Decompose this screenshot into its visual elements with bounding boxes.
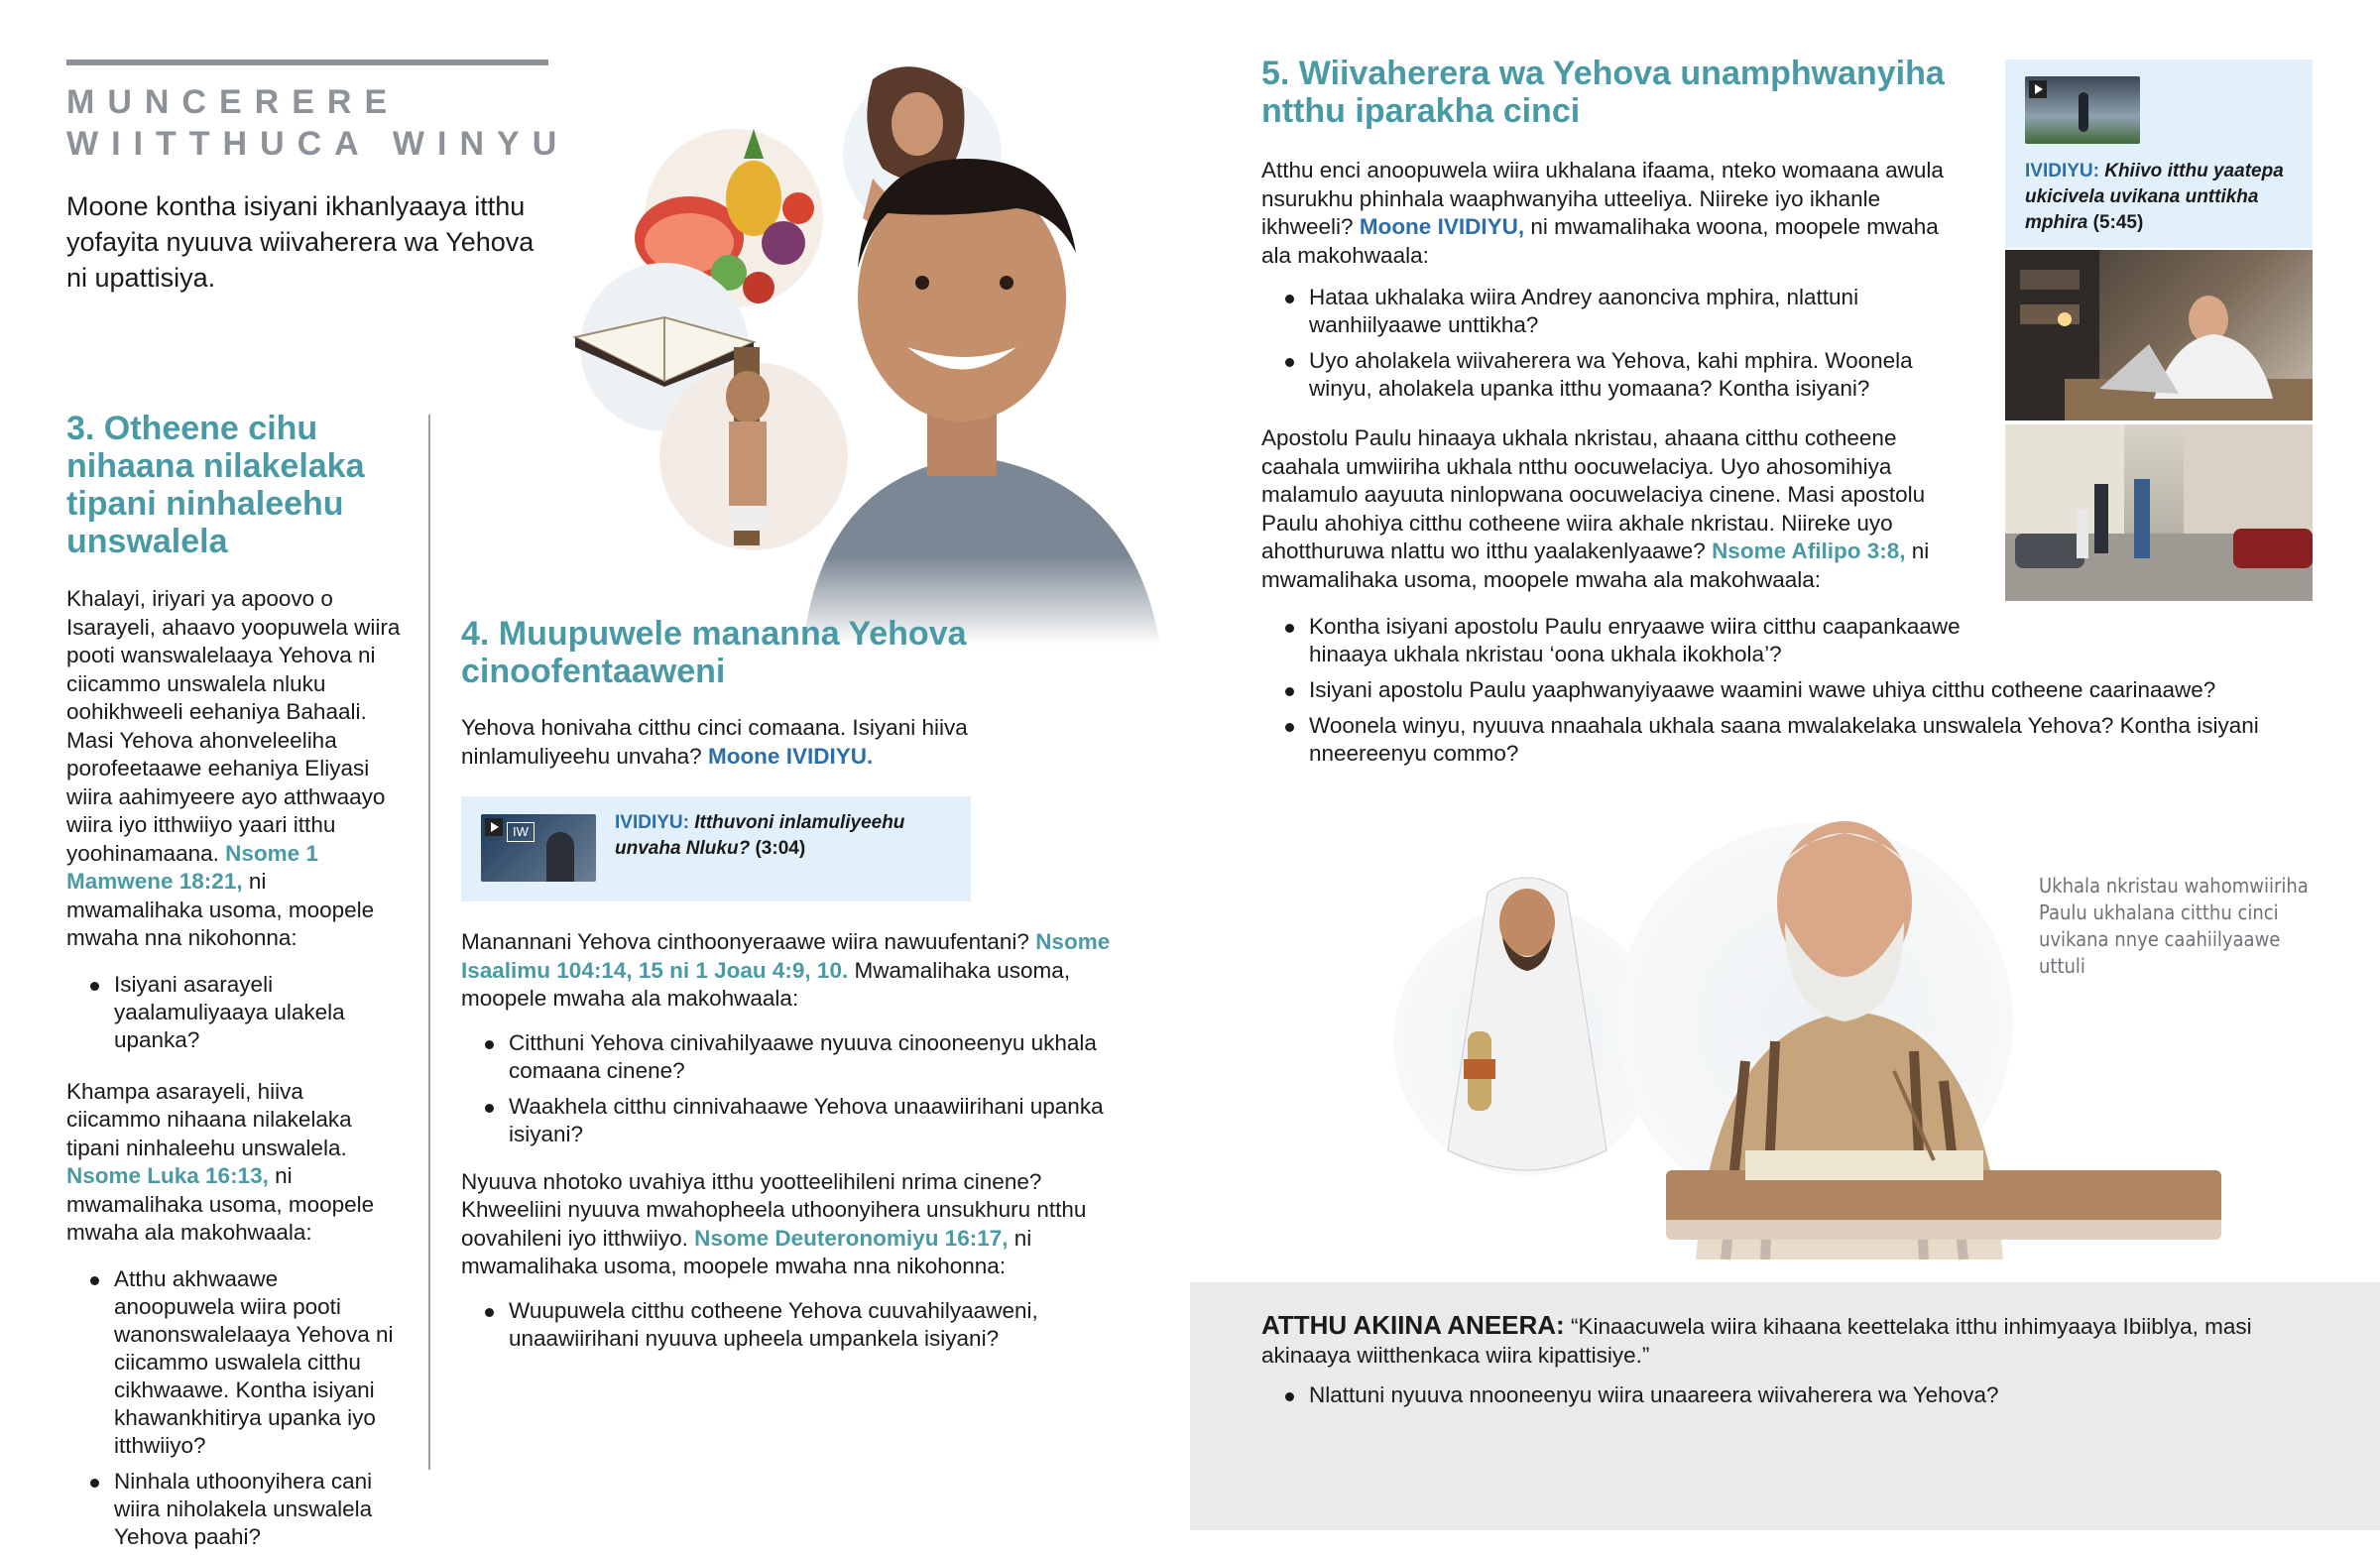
section3-para1 (66, 585, 404, 953)
paul-caption: Ukhala nkristau wahomwiiriha Paulu ukhalana citthu cinci uvikana nnye caahiilyaawe uttuli (2039, 874, 2309, 978)
section4-para2-ref-link[interactable]: Nsome Isaalimu 104:14, 15 ni 1 Joau 4:9, 10. (461, 929, 1111, 983)
section4-para3 (461, 1168, 1111, 1281)
section3-para2-tail: ni mwamalihaka usoma, moopele mwaha ala makohwaala: (66, 1163, 375, 1245)
play-icon (485, 818, 503, 836)
section4-bullet-1: Citthuni Yehova cinivahilyaawe nyuuva cinooneenyu ukhala comaana cinene? (461, 1029, 1111, 1085)
section4-para2 (461, 928, 1111, 1014)
video-thumbnail[interactable] (481, 814, 596, 882)
section4-para1 (461, 714, 1016, 771)
illustration-gifts (555, 40, 1170, 645)
section4-para1-text: Yehova honivaha citthu cinci comaana. Isiyani hiiva ninlamuliyeehu unvaha? (461, 715, 968, 769)
section3-para1-text: Khalayi, iriyari ya apoovo o Isarayeli, ahaavo yoopuwela wiira pooti wanswalelaaya Yehova ni ciicammo unswalela nluku oohikhweeli eehaniya Bahaali. Masi Yehova ahonveleeliha porofeetaawe eehaniya Eliyasi wiira aahimyeere ayo atthwaayo wiira iyo itthwiiyo yaari itthu yoohinamaana. (66, 586, 401, 866)
section3-para1-tail: ni mwamalihaka usoma, moopele mwaha nna nikohonna: (66, 869, 375, 950)
section5-para1 (1261, 157, 1965, 270)
footer-quote: “Kinaacuwela wiira kihaana keettelaka itthu inhimyaaya Ibiiblya, masi akinaaya wiitthenkaca wiira kipattisiye.” (1261, 1314, 2252, 1368)
section3-bullet-2: Atthu akhwaawe anoopuwela wiira pooti wanonswalelaaya Yehova ni ciicammo uswalela citthu cikhwaawe. Kontha isiyani khawankhitirya upanka iyo itthwiiyo? (66, 1265, 404, 1460)
video-caption (615, 810, 952, 862)
section3-para1-ref-link[interactable]: Nsome 1 Mamwene 18:21, (66, 840, 318, 894)
video-thumbnail-2[interactable] (2025, 76, 2140, 144)
section3-body (66, 585, 404, 1559)
section3-questions-2 (66, 1265, 404, 1551)
footer-label: ATTHU AKIINA ANEERA: (1261, 1310, 1565, 1340)
section4-bullet-2: Waakhela citthu cinnivahaawe Yehova unaawiirihani upanka isiyani? (461, 1093, 1111, 1148)
video-duration-2: (5:45) (2092, 212, 2144, 233)
section4-bullet-3: Wuupuwela citthu cotheene Yehova cuuvahilyaaweni, unaawiirihani nyuuva upheela umpankela isiyani? (461, 1297, 1111, 1353)
section5-para2-tail: ni mwamalihaka usoma, moopele mwaha ala makohwaala: (1261, 539, 1930, 592)
section4-questions-2 (461, 1297, 1111, 1353)
section4-body (461, 714, 1111, 771)
video-title-2: Khiivo itthu yaatepa ukicivela uvikana unttikha mphira (2025, 161, 2284, 233)
section3-para2 (66, 1078, 404, 1248)
play-icon-2 (2029, 80, 2047, 98)
section5-para1-text: Atthu enci anoopuwela wiira ukhalana ifaama, nteko womaana awula nsurukhu phinhala waaphwanyiha utteeliya. Niireke iyo ikhanle ikhweeli? (1261, 158, 1944, 239)
footer-content (1261, 1311, 2253, 1417)
intro-text: Moone kontha isiyani ikhanlyaaya itthu yofayita nyuuva wiivaherera wa Yehova ni upattisiya. (66, 191, 535, 293)
footer-quote-line (1261, 1311, 2253, 1370)
jw-logo-icon: IW (507, 822, 535, 842)
kicker-line-2: WIITTHUCA WINYU (66, 125, 570, 163)
section5-questions-2 (1261, 613, 2273, 776)
footer-questions (1261, 1381, 2253, 1409)
section5-video-box[interactable] (2005, 60, 2313, 248)
column-divider (428, 415, 430, 1470)
video-label: IVIDIYU: (615, 812, 689, 833)
section5-bullet-3: Kontha isiyani apostolu Paulu enryaawe wiira citthu caapankaawe hinaaya ukhala nkristau ‘oona ukhala ikokhola’? (1261, 613, 1983, 668)
section4-para3-text: Nyuuva nhotoko uvahiya itthu yootteelihileni nrima cinene? Khweeliini nyuuva mwahopheela uthoonyihera unsukhuru ntthu oovahileni iyo itthwiiyo. (461, 1168, 1087, 1251)
paul-svg (1368, 793, 2241, 1279)
section5-para2-text: Apostolu Paulu hinaaya ukhala nkristau, ahaana citthu cotheene caahala umwiiriha ukhala ntthu oocuwelaciya. Uyo ahosomihiya malamulo aayuuta ninlopwana oocuwelaciya cinene. Masi apostolu Paulu ahohiya citthu cotheene wiira akhale nkristau. Niireke uyo ahotthuruwa nlattu wo itthu yaalakenlyaawe? (1261, 425, 1926, 563)
section4-questions-1 (461, 1029, 1111, 1148)
section5-questions-1 (1261, 284, 1965, 403)
kicker-title (66, 81, 582, 165)
street-svg (2005, 424, 2313, 601)
section5-title: 5. Wiivaherera wa Yehova unamphwanyiha ntthu iparakha cinci (1261, 55, 1945, 130)
illustration-paul (1368, 793, 2241, 1279)
section4-video-link[interactable]: Moone IVIDIYU. (707, 743, 874, 769)
photo-man-laptop (2005, 250, 2313, 420)
gifts-svg (555, 40, 1170, 645)
section5-para1-tail: ni mwamalihaka woona, moopele mwaha ala makohwaala: (1261, 214, 1939, 268)
video-caption-2 (2025, 159, 2303, 236)
section5-bullet-4: Isiyani apostolu Paulu yaaphwanyiyaawe waamini wawe uhiya citthu cotheene caarinaawe? (1261, 676, 2273, 704)
section5-para2 (1261, 424, 1965, 594)
video-duration: (3:04) (755, 838, 806, 859)
section4-title: 4. Muupuwele mananna Yehova cinoofentaaweni (461, 615, 967, 690)
section3-title: 3. Otheene cihu nihaana nilakelaka tipani ninhaleehu unswalela (66, 410, 365, 560)
header-rule (66, 60, 548, 65)
section4-para2-tail: Mwamalihaka usoma, moopele mwaha ala makohwaala: (461, 957, 1071, 1011)
section4-body-2 (461, 928, 1111, 1361)
section3-para2-text: Khampa asarayeli, hiiva ciicammo nihaana nilakelaka tipani ninhaleehu unswalela. (66, 1078, 352, 1160)
section4-para2-text: Manannani Yehova cinthoonyeraawe wiira nawuufentani? (461, 929, 1029, 954)
section4-video-box[interactable] (461, 796, 971, 901)
photo-street-scene (2005, 424, 2313, 601)
video-label-2: IVIDIYU: (2025, 161, 2099, 181)
section5-bullet-2: Uyo aholakela wiivaherera wa Yehova, kahi mphira. Woonela winyu, aholakela upanka itthu yomaana? Kontha isiyani? (1261, 347, 1965, 403)
man-laptop-svg (2005, 250, 2313, 420)
section5-para2-ref-link[interactable]: Nsome Afilipo 3:8, (1712, 539, 1906, 563)
section5-video-link[interactable]: Moone IVIDIYU, (1359, 214, 1525, 239)
section3-bullet-3: Ninhala uthoonyihera cani wiira niholakela unswalela Yehova paahi? (66, 1468, 404, 1551)
section5-body (1261, 157, 1965, 594)
section3-para2-ref-link[interactable]: Nsome Luka 16:13, (66, 1163, 269, 1188)
runner-icon (2079, 92, 2088, 132)
section5-bullet-5: Woonela winyu, nyuuva nnaahala ukhala saana mwalakelaka unswalela Yehova? Kontha isiyani nneereenyu commo? (1261, 712, 2271, 768)
section3-questions-1 (66, 971, 404, 1054)
kicker-line-1: MUNCERERE (66, 83, 401, 121)
video-title: Itthuvoni inlamuliyeehu unvaha Nluku? (615, 812, 905, 859)
section5-bullet-1: Hataa ukhalaka wiira Andrey aanonciva mphira, nlattuni wanhiilyaawe unttikha? (1261, 284, 1965, 339)
footer-bullet: Nlattuni nyuuva nnooneenyu wiira unaareera wiivaherera wa Yehova? (1261, 1381, 2253, 1409)
section4-para3-ref-link[interactable]: Nsome Deuteronomiyu 16:17, (694, 1225, 1009, 1251)
presenter-icon (546, 832, 574, 882)
section3-bullet-1: Isiyani asarayeli yaalamuliyaaya ulakela upanka? (66, 971, 404, 1054)
section4-para3-tail: ni mwamalihaka usoma, moopele mwaha nna nikohonna: (461, 1225, 1032, 1278)
